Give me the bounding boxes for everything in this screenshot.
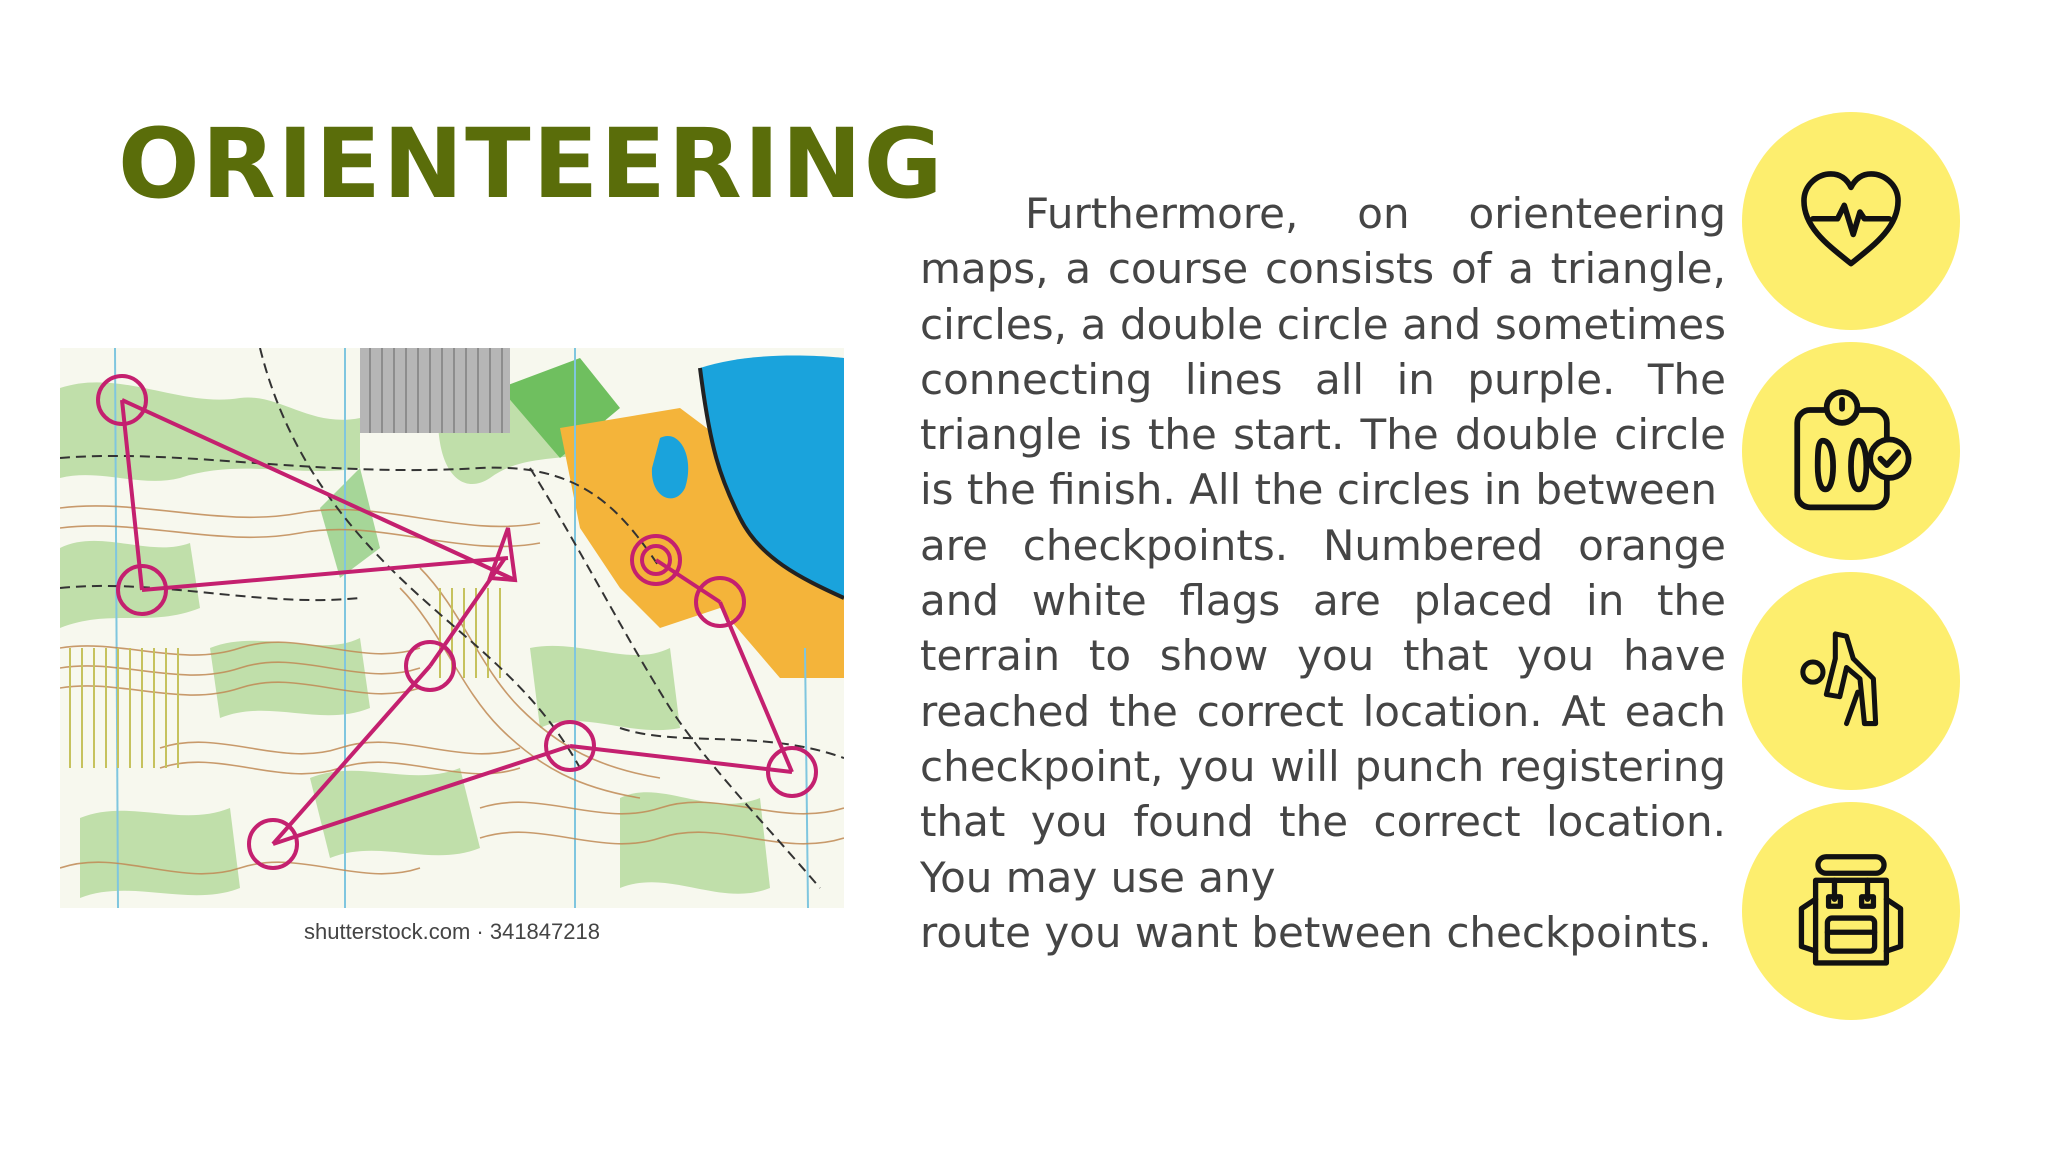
stretching-person-icon (1742, 572, 1960, 790)
scale-checkmark-icon (1742, 342, 1960, 560)
orienteering-map-image (60, 348, 844, 908)
paragraph-2: are checkpoints. Numbered orange and white flags are placed in the terrain to show you that you have reached the correct location. At each checkpoint, you will punch registering that you found the correct location. You may use any (920, 520, 1726, 902)
heart-rate-icon (1742, 112, 1960, 330)
slide-title: ORIENTEERING (118, 108, 945, 220)
paragraph-3: route you want between checkpoints. (920, 907, 1712, 957)
body-text (920, 186, 1726, 960)
image-credit: shutterstock.com · 341847218 (304, 919, 600, 944)
backpack-icon (1742, 802, 1960, 1020)
paragraph-1: Furthermore, on orienteering maps, a course consists of a triangle, circles, a double circle and sometimes connecting lines all in purple. The triangle is the start. The double circle is the finish. All the circles in between (920, 189, 1726, 515)
